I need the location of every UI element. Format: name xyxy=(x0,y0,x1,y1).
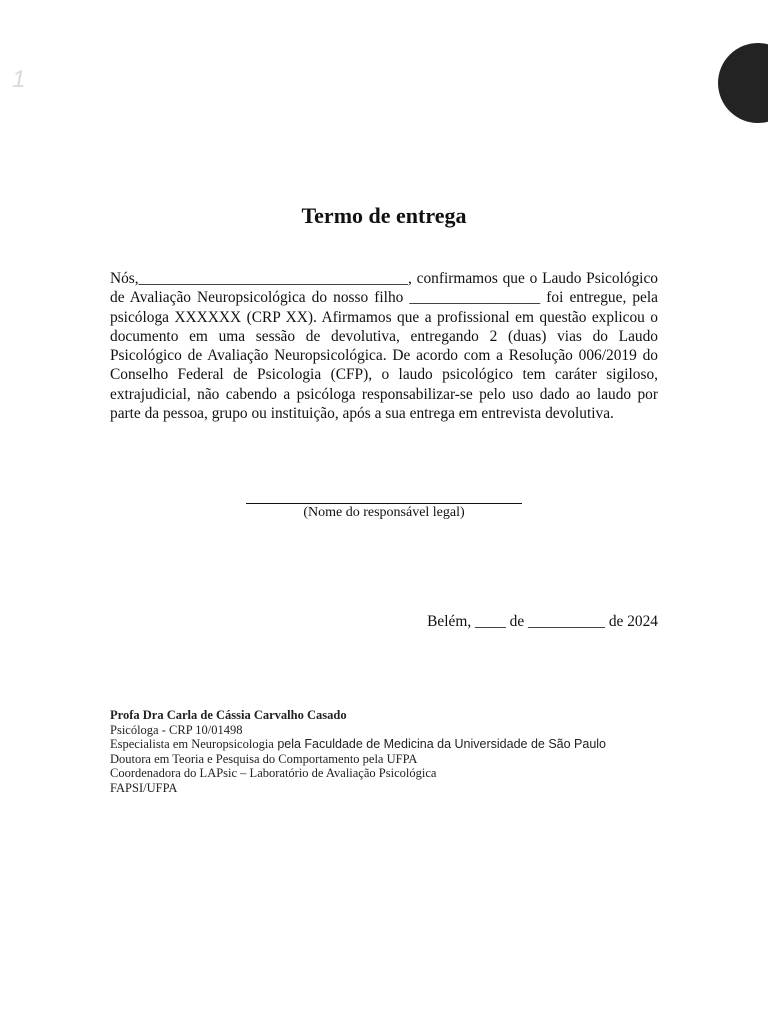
author-coordination: Coordenadora do LAPsic – Laboratório de Avaliação Psicológica xyxy=(110,766,437,781)
author-institution: FAPSI/UFPA xyxy=(110,780,178,795)
author-name: Profa Dra Carla de Cássia Carvalho Casado xyxy=(110,708,347,722)
signature-block xyxy=(0,486,768,521)
author-doctorate: Doutora em Teoria e Pesquisa do Comportamento pela UFPA xyxy=(110,751,418,766)
footer-credentials xyxy=(110,708,710,796)
date-line: Belém, ____ de __________ de 2024 xyxy=(427,613,658,630)
specialty-prefix: Especialista em Neuropsicologia xyxy=(110,737,274,752)
specialty-suffix: pela Faculdade de Medicina da Universidade de São Paulo xyxy=(273,737,607,752)
author-role: Psicóloga - CRP 10/01498 xyxy=(110,722,243,737)
signature-caption: (Nome do responsável legal) xyxy=(303,505,465,520)
page-number: 1 xyxy=(12,66,26,93)
signature-line xyxy=(246,486,522,504)
author-specialty xyxy=(110,737,710,752)
body-paragraph: Nós,___________________________________, confirmamos que o Laudo Psicológico de Avaliação Neuropsicológica do nosso filho _________________ foi entregue, pela psicóloga XXXXXX (CRP XX). Afirmamos que a profissional em questão explicou o documento em uma sessão de devolutiva, entregando 2 (duas) vias do Laudo Psicológico de Avaliação Neuropsicológica. De acordo com a Resolução 006/2019 do Conselho Federal de Psicologia (CFP), o laudo psicológico tem caráter sigiloso, extrajudicial, não cabendo a psicóloga responsabilizar-se pelo uso dado ao laudo por parte da pessoa, grupo ou instituição, após a sua entrega em entrevista devolutiva. xyxy=(110,270,658,423)
document-title: Termo de entrega xyxy=(301,203,467,228)
corner-tab-decoration xyxy=(718,43,768,123)
